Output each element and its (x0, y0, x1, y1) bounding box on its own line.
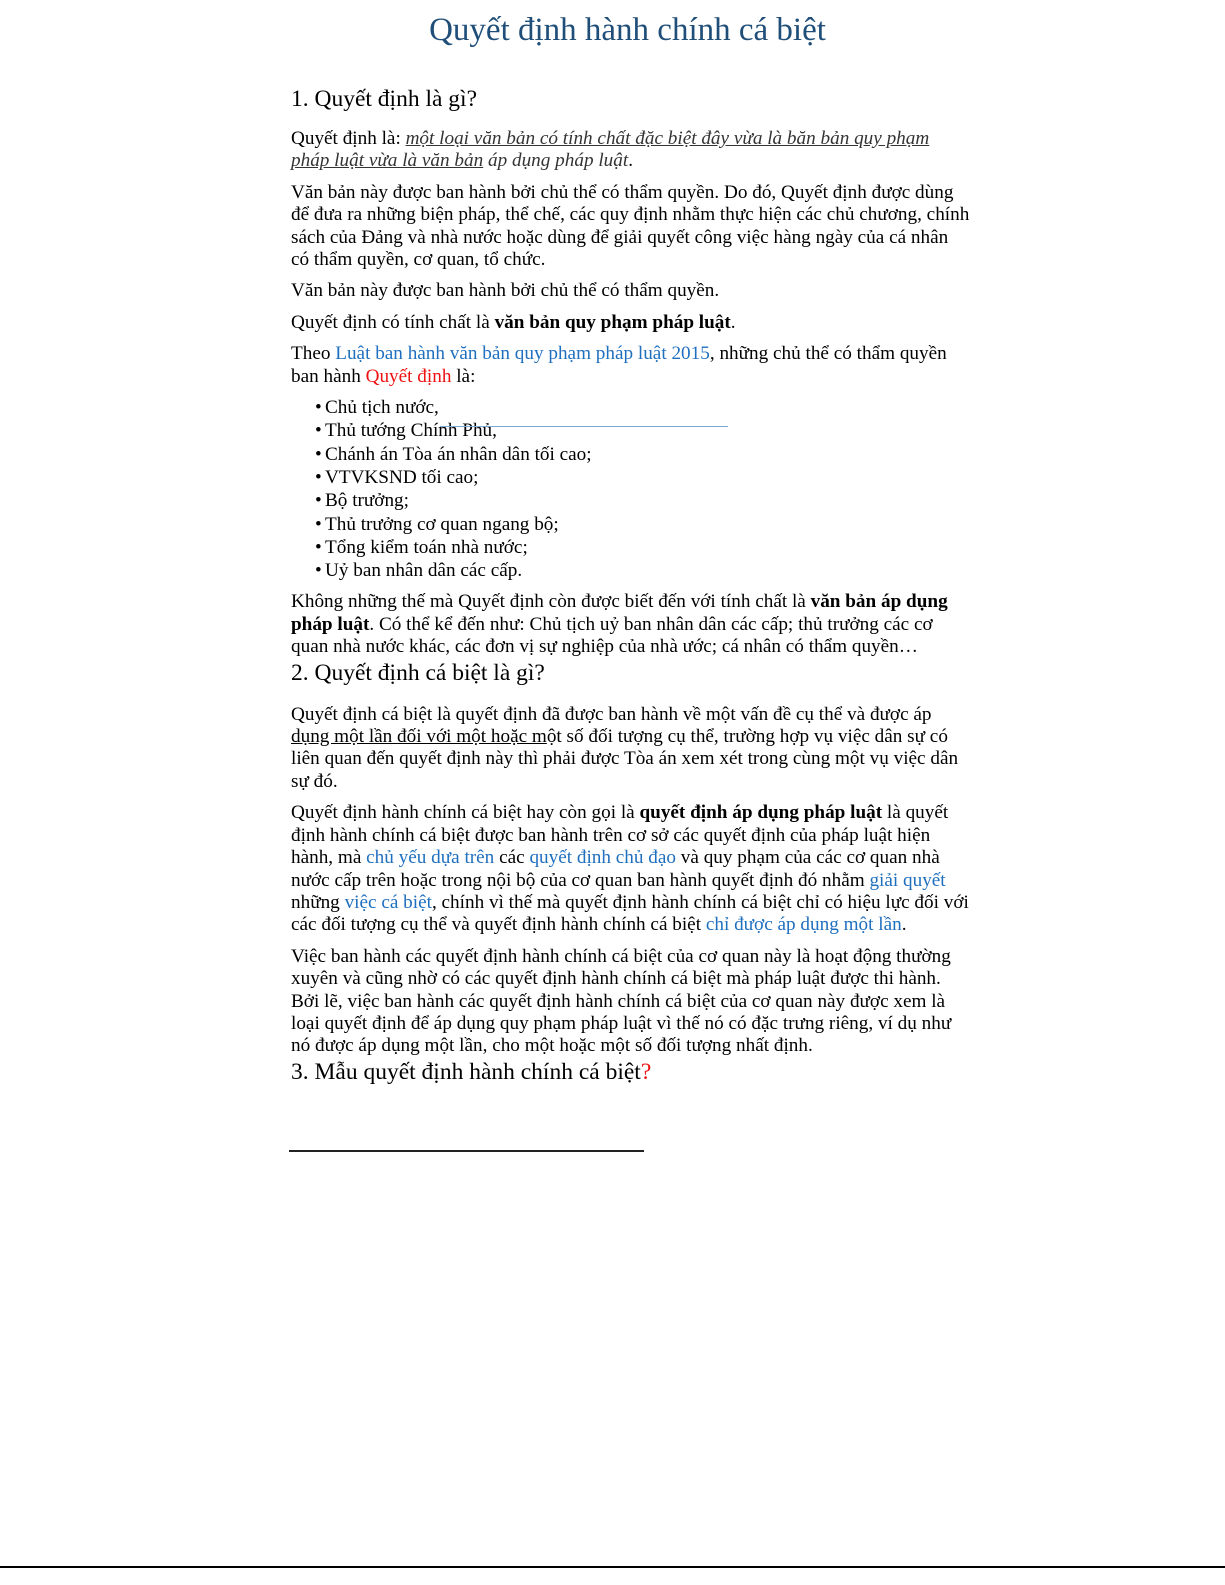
definition-lead: Quyết định là: (291, 128, 406, 149)
admin-bold: quyết định áp dụng pháp luật (639, 802, 883, 824)
bullet-icon: • (315, 443, 322, 465)
link-chu-yeu-dua-tren[interactable]: chủ yếu dựa trên (366, 847, 495, 869)
definition-paragraph (291, 128, 971, 173)
law-mid: , những chủ thể có thẩm quyền ban hành (291, 343, 947, 387)
list-item (315, 489, 971, 512)
administrative-decision-paragraph (291, 802, 971, 936)
definition-italic-underlined: một loại văn bản có tính chất đặc biệt đây vừa là băn bản quy phạm pháp luật vừa là văn bản (291, 128, 930, 172)
section-1-heading: 1. Quyết định là gì? (291, 86, 478, 112)
admin-text-g: . (901, 914, 907, 936)
list-item (315, 396, 971, 419)
nature-bold: văn bản quy phạm pháp luật (494, 311, 731, 333)
individual-decision-paragraph (291, 704, 971, 794)
link-viec-ca-biet[interactable]: việc cá biệt (344, 891, 432, 913)
nature-paragraph (291, 312, 971, 334)
list-item (315, 536, 971, 559)
law-end: là: (451, 365, 476, 387)
footnote-separator (289, 1150, 644, 1152)
admin-text-b: là quyết định hành chính cá biệt được ban hành trên cơ sở các quyết định của pháp luật hiện hành, mà (291, 802, 949, 869)
page-bottom-border (0, 1566, 1225, 1568)
list-item (315, 513, 971, 536)
application-paragraph (291, 591, 971, 658)
bullet-icon: • (315, 420, 322, 442)
document-title: Quyết định hành chính cá biệt (429, 12, 826, 48)
section-2-heading: 2. Quyết định cá biệt là gì? (291, 659, 545, 686)
application-end: . Có thể kể đến như: Chủ tịch uỷ ban nhân dân các cấp; thủ trưởng các cơ quan nhà nước khác, các đơn vị sự nghiệp của nhà ước; cá nhân có thẩm quyền… (291, 613, 933, 658)
link-giai-quyet[interactable]: giải quyết (869, 869, 946, 891)
nature-lead: Quyết định có tính chất là (291, 311, 495, 333)
application-bold: văn bản áp dụng pháp luật (291, 591, 948, 635)
list-item-text: Chủ tịch nước, (325, 397, 439, 419)
admin-text-d: và quy phạm của các cơ quan nhà nước cấp trên hoặc trong nội bộ của cơ quan ban hành quyết định đó nhằm (291, 847, 940, 891)
bullet-icon: • (315, 560, 322, 582)
list-item-text: Chánh án Tòa án nhân dân tối cao; (325, 443, 592, 465)
list-item-text: Uỷ ban nhân dân các cấp. (325, 560, 523, 582)
bullet-icon: • (315, 513, 322, 535)
individual-lead: Quyết định cá biệt là quyết định đã được ban hành về một vấn đề cụ thể và được áp (291, 703, 932, 725)
section-3-heading (291, 1058, 971, 1086)
bullet-icon: • (315, 397, 322, 419)
issuance-activity-paragraph: Việc ban hành các quyết định hành chính cá biệt của cơ quan này là hoạt động thường xuyên và cũng nhờ có các quyết định hành chính cá biệt mà pháp luật được thi hành. Bởi lẽ, việc ban hành các quyết định hành chính cá biệt của cơ quan này được xem là loại quyết định để áp dụng quy phạm pháp luật vì thế nó có đặc trưng riêng, ví dụ như nó được áp dụng một lần, cho một hoặc một số đối tượng nhất định. (291, 945, 952, 1057)
law-lead: Theo (291, 343, 336, 365)
nature-end: . (730, 311, 736, 333)
individual-underlined: dụng một lần đối với một hoặc m (291, 726, 547, 748)
list-item-text: VTVKSND tối cao; (325, 466, 479, 488)
decision-red-link[interactable]: Quyết định (365, 365, 452, 387)
list-item (315, 419, 971, 442)
link-quyet-dinh-chu-dao[interactable]: quyết định chủ đạo (529, 847, 676, 869)
list-item (315, 443, 971, 466)
law-reference-paragraph (291, 343, 971, 388)
list-item-text: Thủ trưởng cơ quan ngang bộ; (325, 513, 559, 535)
blue-underline-rule (440, 426, 728, 427)
definition-italic-tail: áp dụng pháp luật (483, 150, 629, 172)
authority-paragraph: Văn bản này được ban hành bởi chủ thể có thẩm quyền. (291, 280, 720, 302)
definition-end: . (628, 150, 633, 172)
section-3-heading-text: 3. Mẫu quyết định hành chính cá biệt (291, 1058, 641, 1085)
list-item-text: Bộ trưởng; (325, 490, 409, 512)
section-3-question-mark: ? (640, 1058, 652, 1085)
link-chi-duoc-ap-dung-mot-lan[interactable]: chỉ được áp dụng một lần (705, 914, 902, 936)
bullet-icon: • (315, 490, 322, 512)
list-item (315, 559, 971, 582)
law-link[interactable]: Luật ban hành văn bản quy phạm pháp luật 2015 (335, 343, 710, 365)
bullet-icon: • (315, 466, 322, 488)
document-body (291, 80, 971, 1086)
list-item-text: Tổng kiểm toán nhà nước; (325, 536, 528, 558)
application-lead: Không những thế mà Quyết định còn được biết đến với tính chất là (291, 591, 811, 613)
bullet-icon: • (315, 536, 322, 558)
individual-end: ột số đối tượng cụ thể, trường hợp vụ việc dân sự có liên quan đến quyết định này thì phải được Tòa án xem xét trong cùng một vụ việc dân sự đó. (291, 726, 959, 792)
admin-text-c: các (494, 847, 530, 869)
list-item (315, 466, 971, 489)
admin-text-f: , chính vì thế mà quyết định hành chính cá biệt chỉ có hiệu lực đối với các đối tượng cụ thể và quyết định hành chính cá biệt (291, 891, 969, 936)
admin-text-a: Quyết định hành chính cá biệt hay còn gọi là (291, 802, 640, 824)
list-item-text: Thủ tướng Chính Phủ, (325, 420, 497, 442)
issuance-paragraph: Văn bản này được ban hành bởi chủ thể có thẩm quyền. Do đó, Quyết định được dùng để đưa ra những biện pháp, thể chế, các quy định nhằm thực hiện các chủ chương, chính sách của Đảng và nhà nước hoặc dùng để giải quyết công việc hàng ngày của cá nhân có thẩm quyền, cơ quan, tổ chức. (291, 181, 970, 271)
authority-holders-list (291, 396, 971, 582)
admin-text-e: những (291, 891, 345, 913)
